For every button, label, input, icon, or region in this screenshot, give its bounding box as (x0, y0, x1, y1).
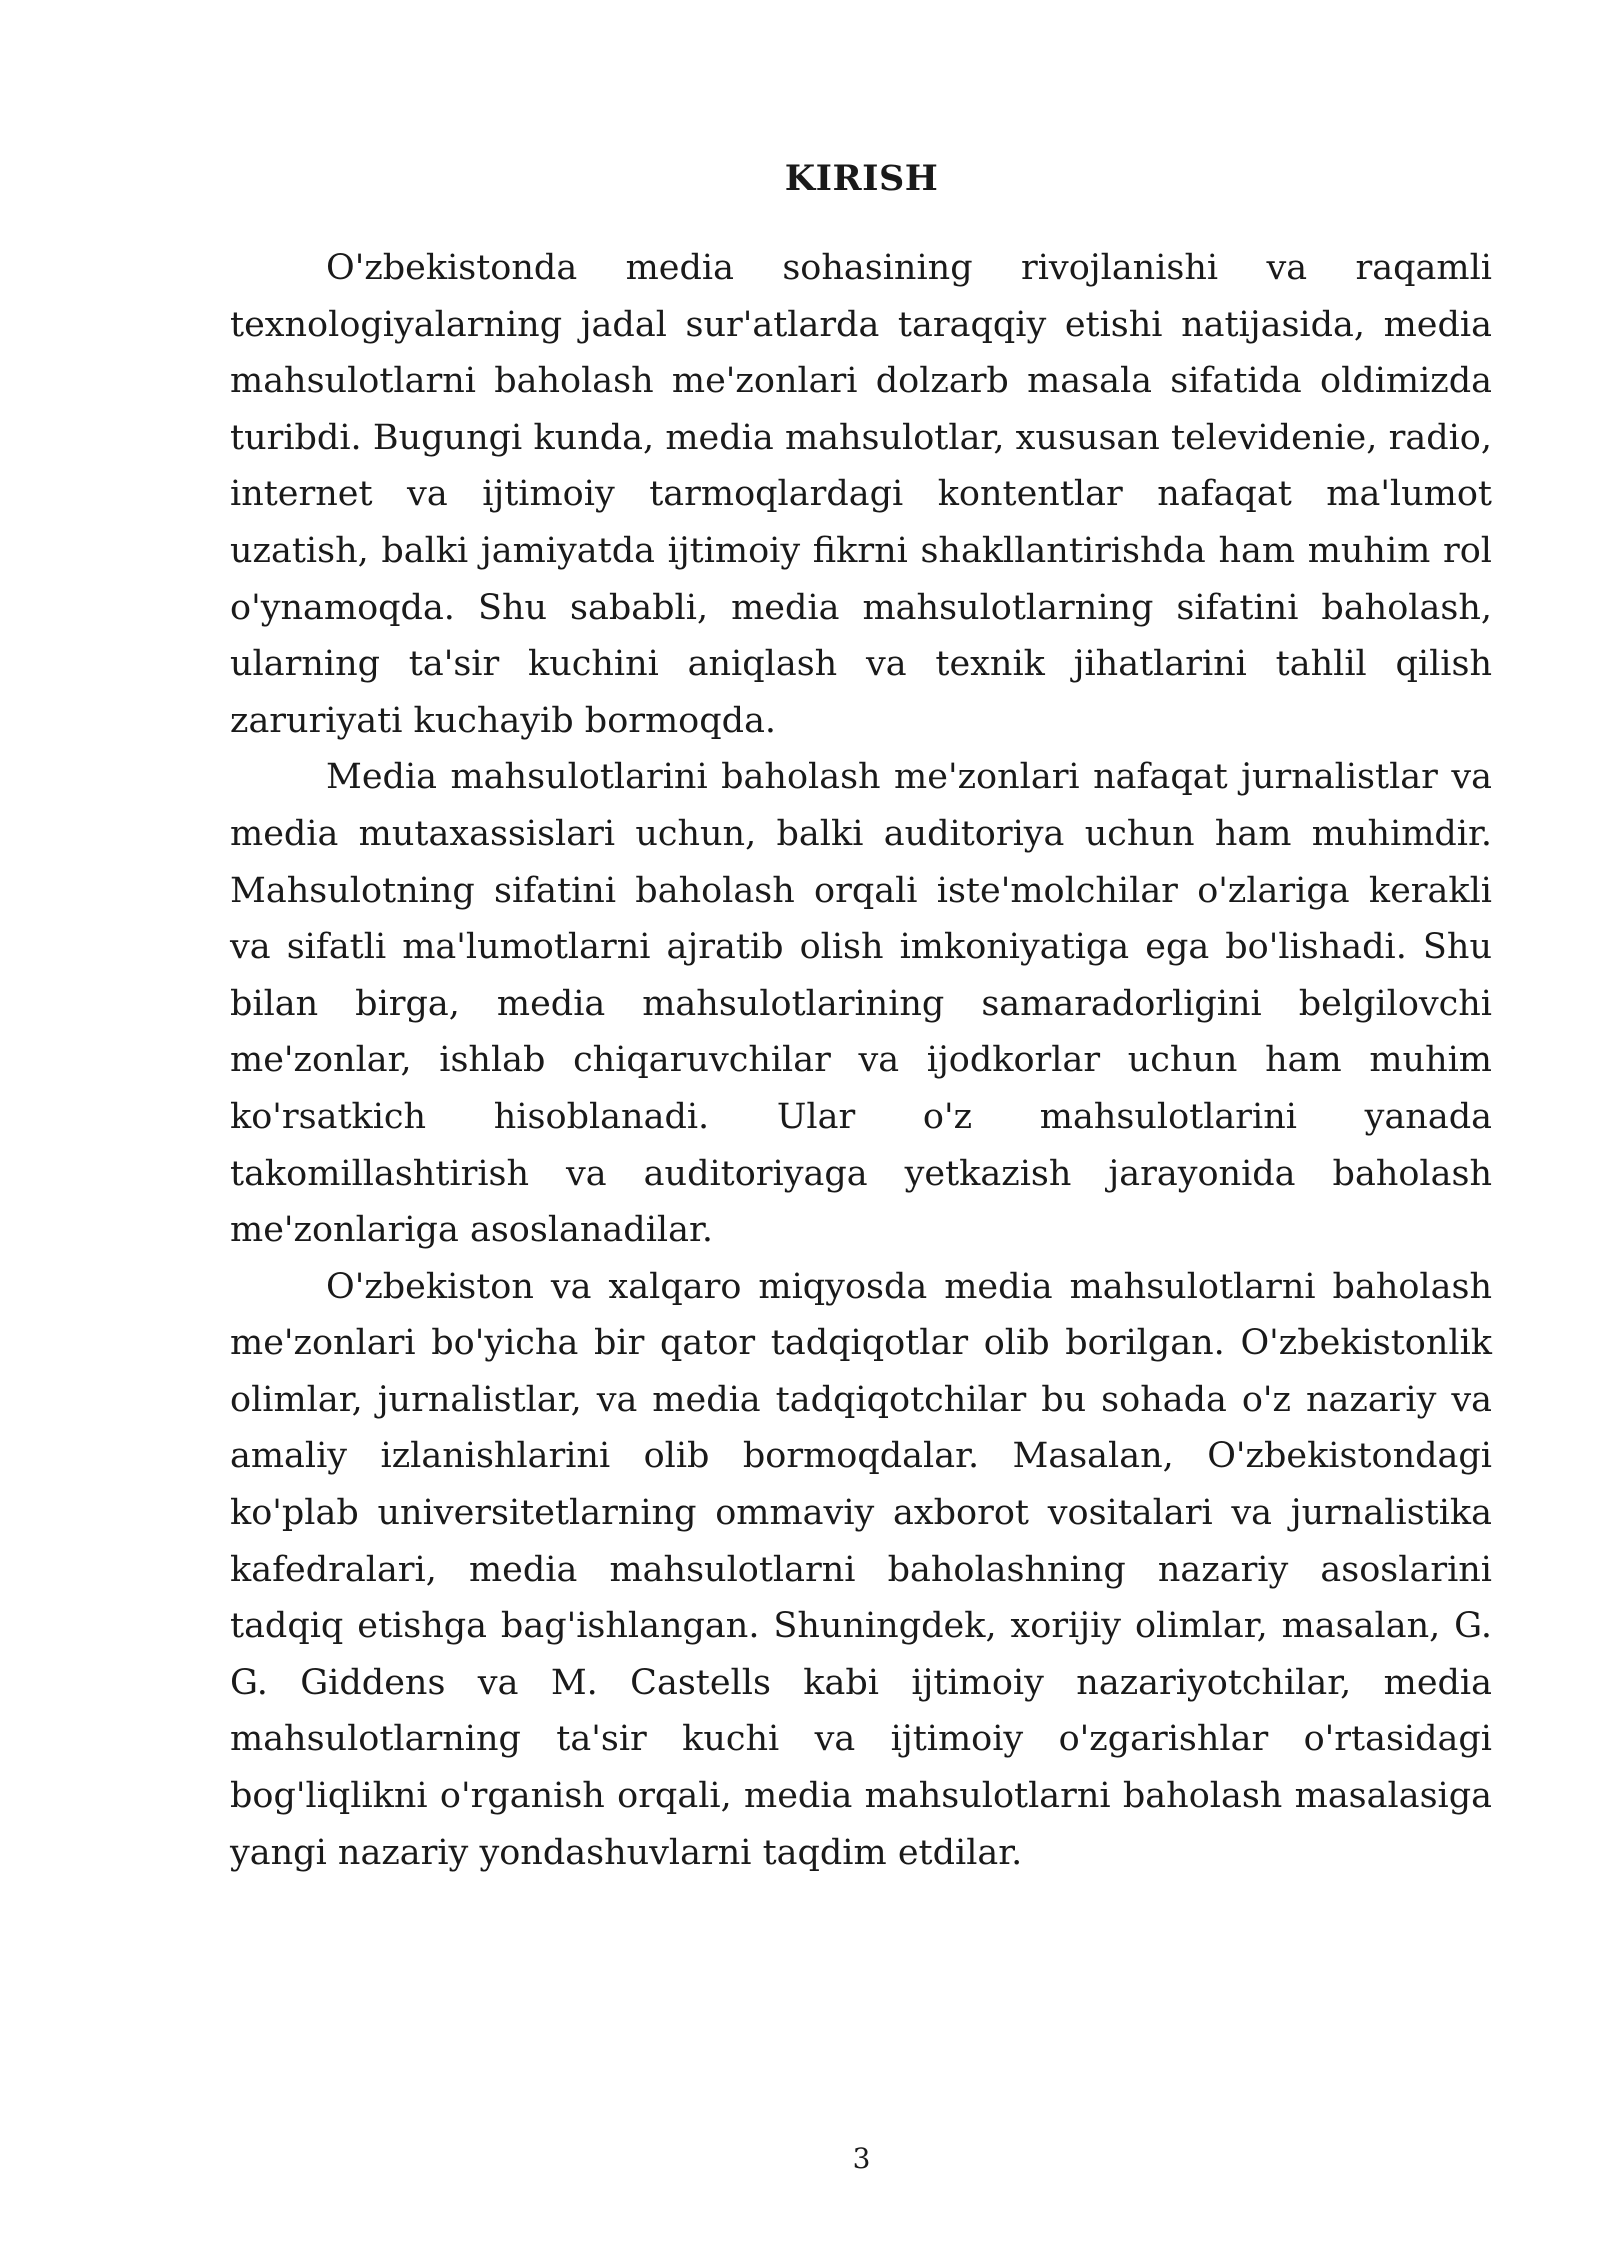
page-number: 3 (852, 2142, 871, 2175)
paragraph-2: Media mahsulotlarini baholash me'zonlari nafaqat jurnalistlar va media mutaxassislari uchun, balki auditoriya uchun ham muhimdir. Mahsulotning sifatini baholash orqali iste'molchilar o'zlariga kerakli va sifatli ma'lumotlarni ajratib olish imkoniyatiga ega bo'lishadi. Shu bilan birga, media mahsulotlarining samaradorligini belgilovchi me'zonlar, ishlab chiqaruvchilar va ijodkorlar uchun ham muhim ko'rsatkich hisoblanadi. Ular o'z mahsulotlarini yanada takomillashtirish va auditoriyaga yetkazish jarayonida baholash me'zonlariga asoslanadilar. (230, 757, 1492, 1251)
paragraph-1: O'zbekistonda media sohasining rivojlanishi va raqamli texnologiyalarning jadal sur'atlarda taraqqiy etishi natijasida, media mahsulotlarni baholash me'zonlari dolzarb masala sifatida oldimizda turibdi. Bugungi kunda, media mahsulotlar, xususan televidenie, radio, internet va ijtimoiy tarmoqlardagi kontentlar nafaqat ma'lumot uzatish, balki jamiyatda ijtimoiy fikrni shakllantirishda ham muhim rol o'ynamoqda. Shu sababli, media mahsulotlarning sifatini baholash, ularning ta'sir kuchini aniqlash va texnik jihatlarini tahlil qilish zaruriyati kuchayib bormoqda. (230, 248, 1492, 741)
body-text (230, 240, 1492, 1881)
page-title: KIRISH (784, 158, 939, 199)
paragraph-3: O'zbekiston va xalqaro miqyosda media mahsulotlarni baholash me'zonlari bo'yicha bir qator tadqiqotlar olib borilgan. O'zbekistonlik olimlar, jurnalistlar, va media tadqiqotchilar bu sohada o'z nazariy va amaliy izlanishlarini olib bormoqdalar. Masalan, O'zbekistondagi ko'plab universitetlarning ommaviy axborot vositalari va jurnalistika kafedralari, media mahsulotlarni baholashning nazariy asoslarini tadqiq etishga bag'ishlangan. Shuningdek, xorijiy olimlar, masalan, G. G. Giddens va M. Castells kabi ijtimoiy nazariyotchilar, media mahsulotlarning ta'sir kuchi va ijtimoiy o'zgarishlar o'rtasidagi bog'liqlikni o'rganish orqali, media mahsulotlarni baholash masalasiga yangi nazariy yondashuvlarni taqdim etdilar. (230, 1266, 1492, 1873)
